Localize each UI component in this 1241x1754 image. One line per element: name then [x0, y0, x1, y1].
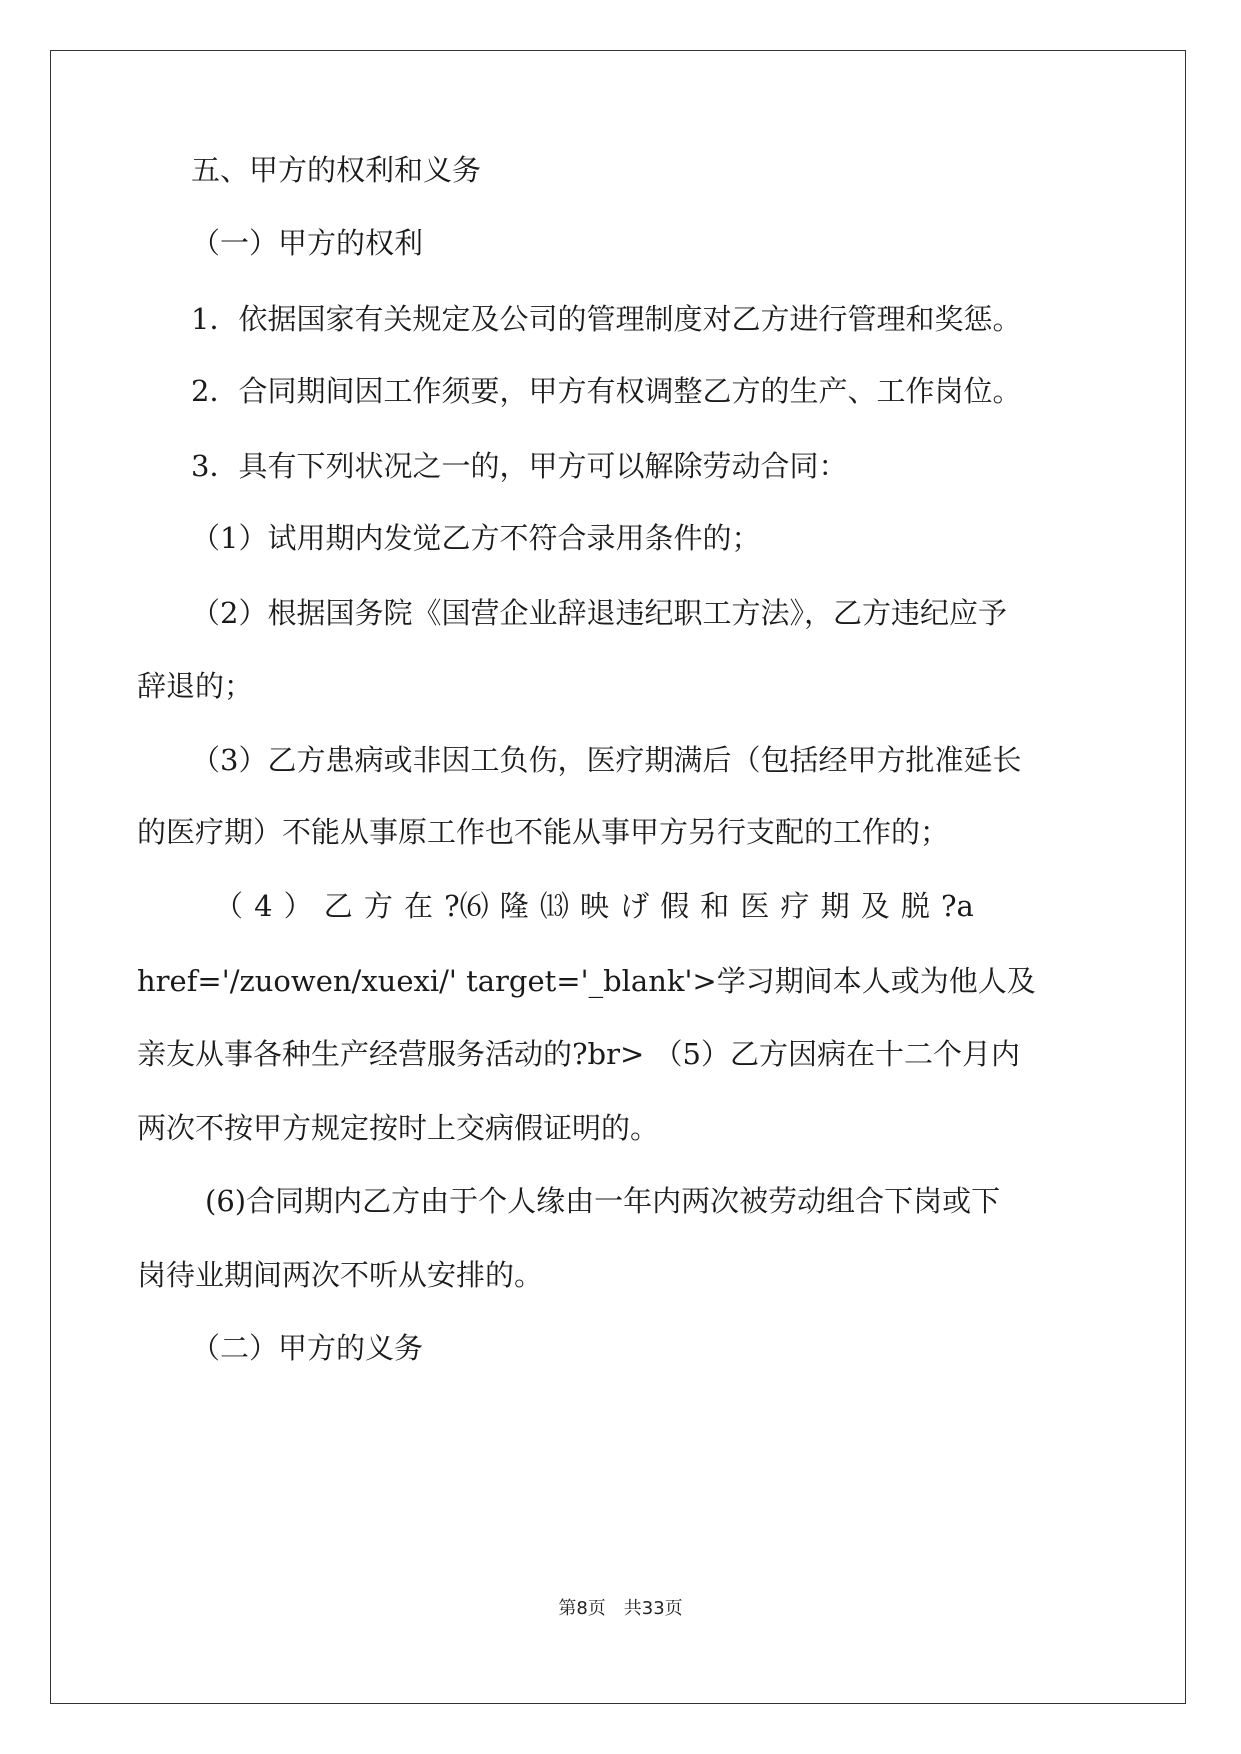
spaced-token: 疗 — [780, 889, 810, 923]
subsection-heading: （一）甲方的权利 — [191, 226, 424, 260]
spaced-token: ） — [283, 889, 313, 923]
section-heading: 五、甲方的权利和义务 — [191, 153, 482, 187]
paragraph-line: 2．合同期间因工作须要，甲方有权调整乙方的生产、工作岗位。 — [191, 374, 1022, 408]
spaced-token: 脱 — [900, 889, 930, 923]
spaced-token: ?a — [940, 889, 974, 923]
spaced-token: 期 — [820, 889, 850, 923]
page-footer — [0, 1598, 1241, 1620]
spaced-token: （ — [214, 889, 244, 923]
paragraph-line: 3．具有下列状况之一的，甲方可以解除劳动合同： — [191, 449, 848, 483]
paragraph-line: 岗待业期间两次不听从安排的。 — [137, 1258, 544, 1292]
paragraph-line: （3）乙方患病或非因工负伤，医疗期满后（包括经甲方批准延长 — [191, 743, 1022, 777]
paragraph-line: 辞退的； — [137, 669, 254, 703]
spaced-token: 假 — [660, 889, 690, 923]
paragraph-line: 的医疗期）不能从事原工作也不能从事甲方另行支配的工作的； — [137, 815, 950, 849]
paragraph-line: （1）试用期内发觉乙方不符合录用条件的； — [191, 521, 761, 555]
footer-total-prefix: 共 — [623, 1598, 642, 1619]
spaced-token: 及 — [860, 889, 890, 923]
spaced-token: 4 — [254, 889, 273, 923]
spaced-paragraph-line — [214, 889, 974, 923]
spaced-token: 隆 — [499, 889, 529, 923]
footer-page-suffix: 页 — [587, 1598, 606, 1619]
spaced-token: 在 — [403, 889, 433, 923]
paragraph-line: (6)合同期内乙方由于个人缘由一年内两次被劳动组合下岗或下 — [205, 1184, 1001, 1218]
page-border — [50, 50, 1186, 1704]
spaced-token: 医 — [740, 889, 770, 923]
spaced-token: 乙 — [323, 889, 353, 923]
spaced-token: ?⑹ — [444, 889, 489, 923]
paragraph-line: 1．依据国家有关规定及公司的管理制度对乙方进行管理和奖惩。 — [191, 302, 1022, 336]
paragraph-line: 两次不按甲方规定按时上交病假证明的。 — [137, 1111, 660, 1145]
paragraph-line: 亲友从事各种生产经营服务活动的?br> （5）乙方因病在十二个月内 — [137, 1037, 1020, 1071]
spaced-token: ⒀ — [539, 889, 569, 923]
paragraph-line: （2）根据国务院《国营企业辞退违纪职工方法》，乙方违纪应予 — [191, 596, 1007, 630]
spaced-token: げ — [620, 889, 650, 923]
spaced-token: 映 — [579, 889, 609, 923]
footer-page-number: 8 — [576, 1598, 588, 1619]
footer-total-pages: 33 — [641, 1598, 665, 1619]
paragraph-line: href='/zuowen/xuexi/' target='_blank'>学习期间本人或为他人及 — [137, 964, 1036, 998]
footer-total-suffix: 页 — [664, 1598, 683, 1619]
spaced-token: 和 — [700, 889, 730, 923]
subsection-heading: （二）甲方的义务 — [191, 1331, 424, 1365]
spaced-token: 方 — [363, 889, 393, 923]
footer-page-prefix: 第 — [558, 1598, 577, 1619]
